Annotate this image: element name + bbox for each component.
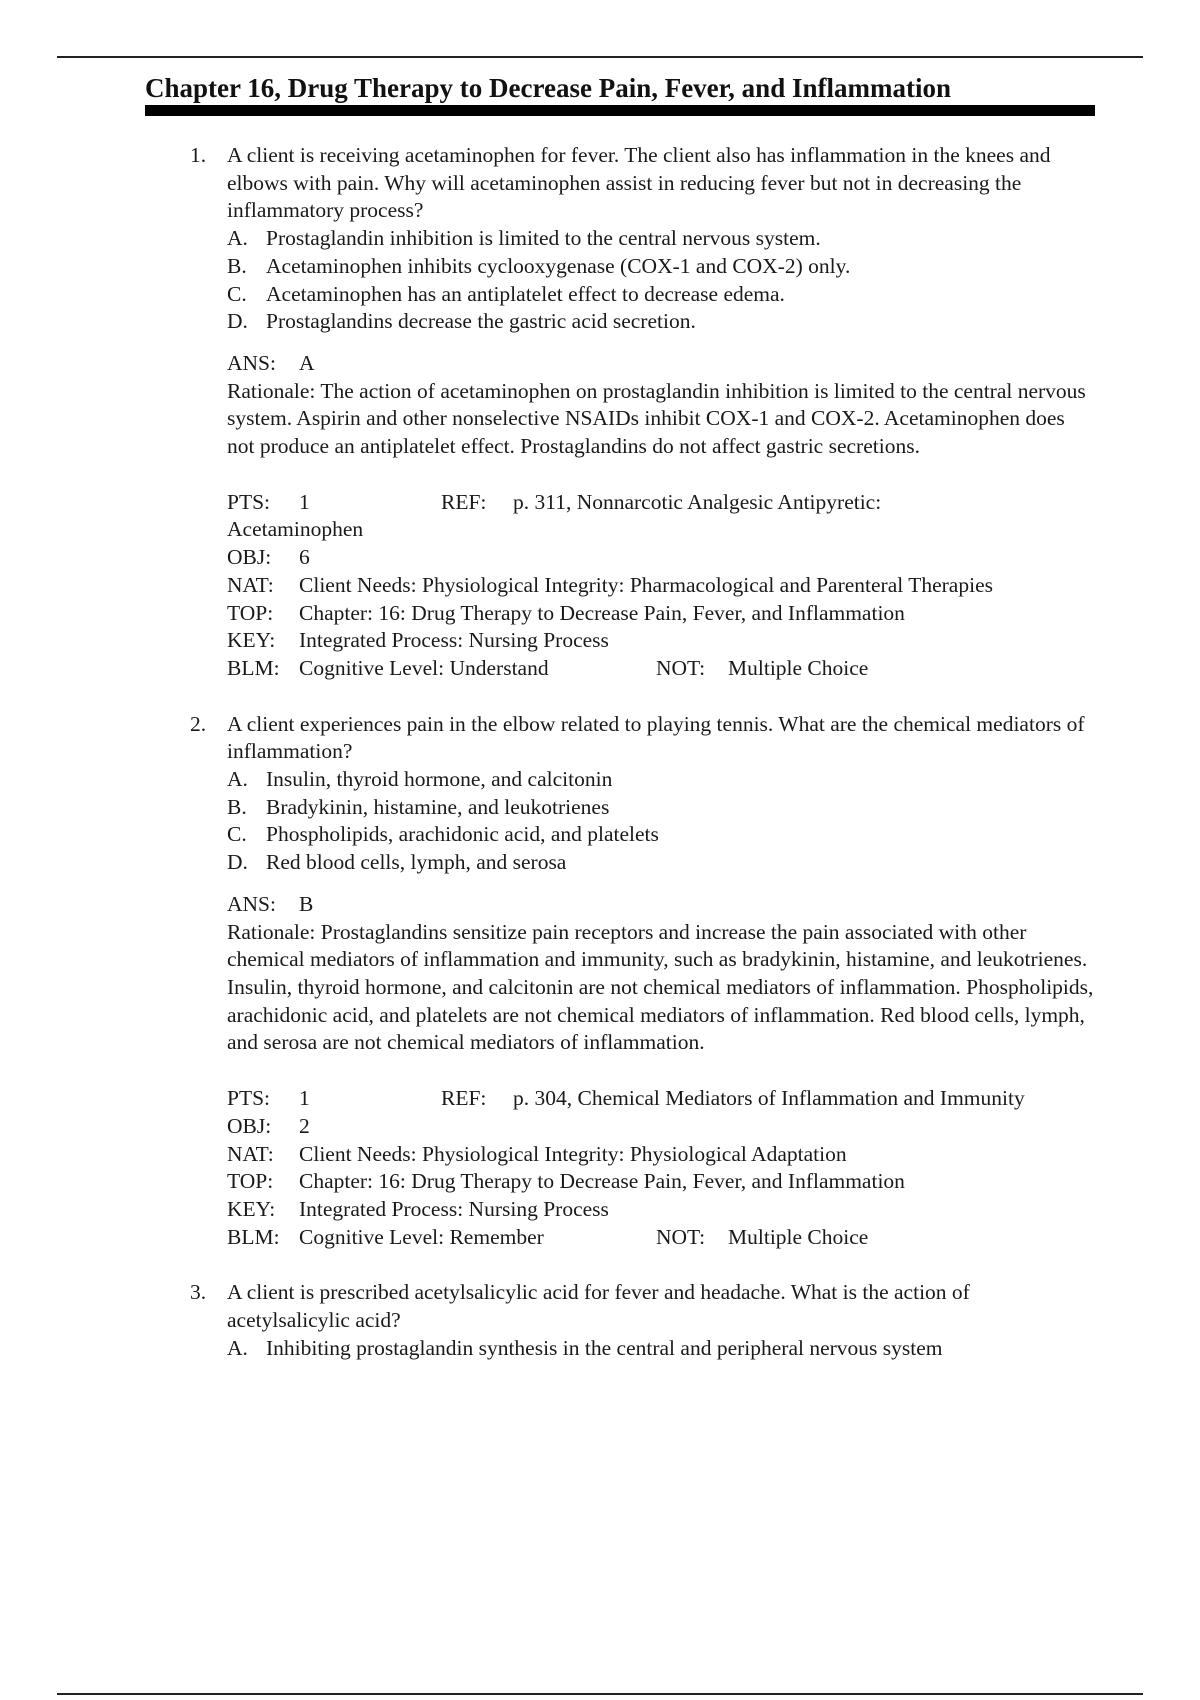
answer-value: B — [299, 891, 314, 916]
question-number: 2. — [190, 711, 207, 736]
option-d — [227, 308, 1097, 336]
question-body — [227, 711, 1097, 1252]
obj-label: OBJ: — [227, 1113, 272, 1138]
title-underline — [145, 105, 1095, 116]
obj-value: 2 — [299, 1113, 310, 1138]
ref-continuation: Acetaminophen — [227, 517, 364, 542]
nat-row — [227, 572, 1097, 600]
key-row — [227, 627, 1097, 655]
option-letter: A. — [227, 1335, 248, 1360]
rationale: Rationale: Prostaglandins sensitize pain receptors and increase the pain associated with other chemical mediators of inflammation and immunity, such as bradykinin, histamine, and leukotrienes. Insulin, thyroid hormone, and calcitonin are not chemical mediators of inflammation. Phospholipids, arachidonic acid, and platelets are not chemical mediators of inflammation. Red blood cells, lymph, and serosa are not chemical mediators of inflammation. — [227, 919, 1094, 1055]
answer-label: ANS: — [227, 350, 276, 375]
not-value: Multiple Choice — [728, 1224, 869, 1249]
not-value: Multiple Choice — [728, 655, 869, 680]
option-c — [227, 281, 1097, 309]
nat-value: Client Needs: Physiological Integrity: Pharmacological and Parenteral Therapies — [299, 572, 993, 597]
pts-ref-row — [227, 489, 1097, 517]
answer-value: A — [299, 350, 315, 375]
blm-value: Cognitive Level: Understand — [299, 655, 549, 680]
top-row — [227, 600, 1097, 628]
key-label: KEY: — [227, 1196, 276, 1221]
nat-label: NAT: — [227, 572, 274, 597]
obj-value: 6 — [299, 545, 310, 570]
option-list — [227, 1335, 1097, 1363]
top-value: Chapter: 16: Drug Therapy to Decrease Pain, Fever, and Inflammation — [299, 600, 905, 625]
option-letter: B. — [227, 253, 247, 278]
question-2 — [0, 711, 1200, 1252]
option-letter: D. — [227, 850, 248, 875]
nat-row — [227, 1141, 1097, 1169]
option-b — [227, 794, 1097, 822]
option-a — [227, 225, 1097, 253]
question-stem: A client is prescribed acetylsalicylic acid for fever and headache. What is the action of acetylsalicylic acid? — [227, 1280, 970, 1333]
question-list — [0, 142, 1200, 1362]
pts-ref-row — [227, 1085, 1097, 1113]
option-a — [227, 1335, 1097, 1363]
question-body — [227, 1279, 1097, 1362]
key-value: Integrated Process: Nursing Process — [299, 628, 609, 653]
question-3 — [0, 1279, 1200, 1362]
question-number: 3. — [190, 1280, 207, 1305]
option-text: Acetaminophen inhibits cyclooxygenase (COX-1 and COX-2) only. — [266, 253, 851, 278]
not-label: NOT: — [656, 655, 706, 680]
option-a — [227, 766, 1097, 794]
option-text: Insulin, thyroid hormone, and calcitonin — [266, 767, 613, 792]
bottom-rule — [57, 1693, 1143, 1695]
blm-value: Cognitive Level: Remember — [299, 1224, 544, 1249]
option-c — [227, 821, 1097, 849]
top-label: TOP: — [227, 600, 274, 625]
top-value: Chapter: 16: Drug Therapy to Decrease Pain, Fever, and Inflammation — [299, 1169, 905, 1194]
ref-label: REF: — [441, 489, 487, 514]
key-value: Integrated Process: Nursing Process — [299, 1196, 609, 1221]
answer-line — [227, 891, 1097, 919]
option-text: Acetaminophen has an antiplatelet effect to decrease edema. — [266, 281, 785, 306]
blm-label: BLM: — [227, 1224, 280, 1249]
ref-value: p. 304, Chemical Mediators of Inflammation and Immunity — [513, 1086, 1025, 1111]
pts-label: PTS: — [227, 489, 271, 514]
not-label: NOT: — [656, 1224, 706, 1249]
question-stem: A client is receiving acetaminophen for fever. The client also has inflammation in the knees and elbows with pain. Why will acetaminophen assist in reducing fever but not in decreasing the inflammatory process? — [227, 143, 1051, 223]
nat-label: NAT: — [227, 1141, 274, 1166]
metadata-block — [227, 1085, 1097, 1251]
option-letter: D. — [227, 309, 248, 334]
option-list — [227, 766, 1097, 877]
answer-line — [227, 350, 1097, 378]
ref-value: p. 311, Nonnarcotic Analgesic Antipyretic: — [513, 489, 882, 514]
answer-label: ANS: — [227, 891, 276, 916]
option-text: Prostaglandin inhibition is limited to the central nervous system. — [266, 226, 821, 251]
option-letter: C. — [227, 281, 247, 306]
rationale: Rationale: The action of acetaminophen on prostaglandin inhibition is limited to the central nervous system. Aspirin and other nonselective NSAIDs inhibit COX-1 and COX-2. Acetaminophen does not produce an antiplatelet effect. Prostaglandins do not affect gastric secretions. — [227, 378, 1086, 459]
nat-value: Client Needs: Physiological Integrity: Physiological Adaptation — [299, 1141, 847, 1166]
option-d — [227, 849, 1097, 877]
top-row — [227, 1168, 1097, 1196]
pts-label: PTS: — [227, 1086, 271, 1111]
question-1 — [0, 142, 1200, 683]
option-letter: B. — [227, 794, 247, 819]
option-b — [227, 253, 1097, 281]
option-letter: A. — [227, 767, 248, 792]
ref-label: REF: — [441, 1086, 487, 1111]
obj-row — [227, 1113, 1097, 1141]
option-text: Prostaglandins decrease the gastric acid secretion. — [266, 309, 696, 334]
key-row — [227, 1196, 1097, 1224]
option-letter: C. — [227, 822, 247, 847]
obj-label: OBJ: — [227, 545, 272, 570]
blm-label: BLM: — [227, 655, 280, 680]
blm-not-row — [227, 1224, 1097, 1252]
pts-value: 1 — [299, 1086, 310, 1111]
question-body — [227, 142, 1097, 683]
question-number: 1. — [190, 143, 207, 167]
option-text: Inhibiting prostaglandin synthesis in the central and peripheral nervous system — [266, 1335, 943, 1360]
key-label: KEY: — [227, 628, 276, 653]
option-list — [227, 225, 1097, 336]
spacer — [0, 1251, 1200, 1279]
obj-row — [227, 544, 1097, 572]
question-stem: A client experiences pain in the elbow related to playing tennis. What are the chemical mediators of inflammation? — [227, 711, 1085, 764]
metadata-block — [227, 489, 1097, 683]
page-title: Chapter 16, Drug Therapy to Decrease Pain, Fever, and Inflammation — [145, 73, 951, 103]
option-text: Phospholipids, arachidonic acid, and platelets — [266, 822, 659, 847]
option-text: Red blood cells, lymph, and serosa — [266, 850, 567, 875]
option-text: Bradykinin, histamine, and leukotrienes — [266, 794, 610, 819]
blm-not-row — [227, 655, 1097, 683]
spacer — [0, 683, 1200, 711]
top-label: TOP: — [227, 1169, 274, 1194]
top-rule — [57, 56, 1143, 58]
option-letter: A. — [227, 226, 248, 251]
pts-value: 1 — [299, 489, 310, 514]
